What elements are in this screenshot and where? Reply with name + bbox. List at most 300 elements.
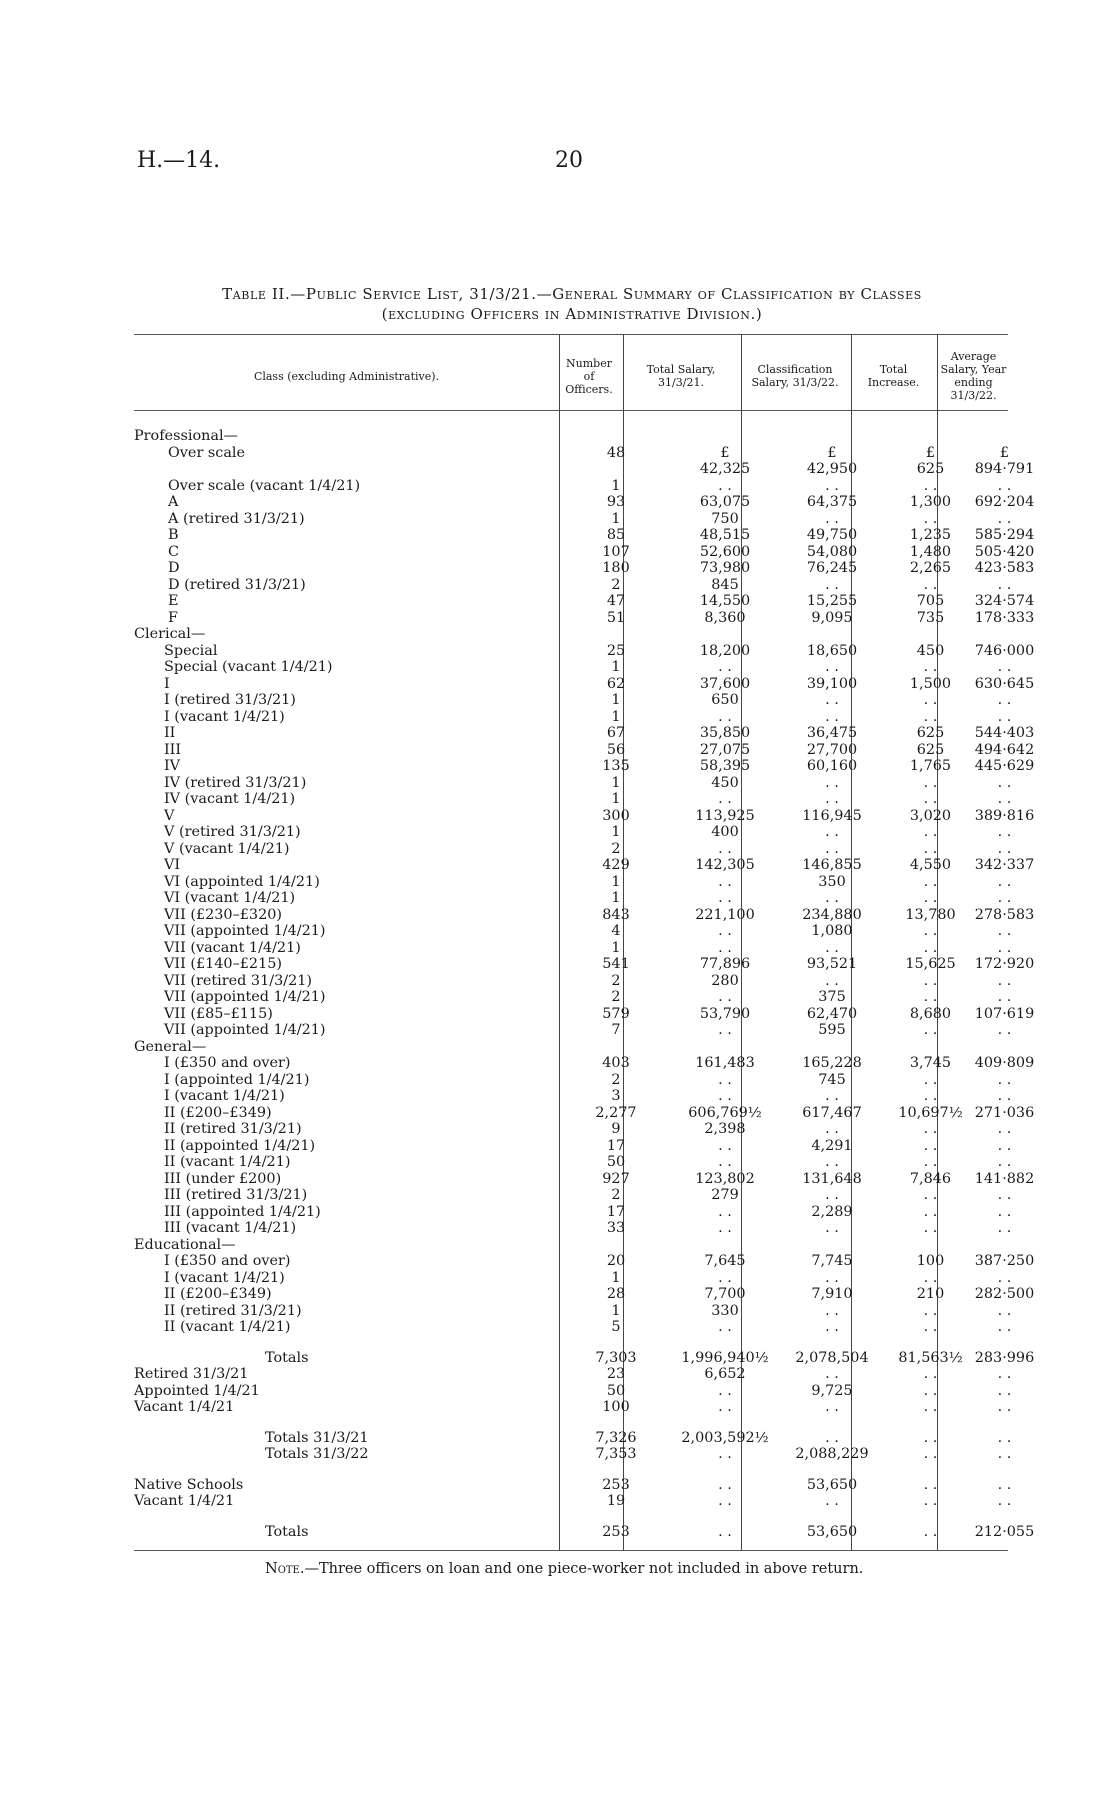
- class-label-text: VI (vacant 1/4/21): [164, 890, 296, 906]
- table-row: [134, 1366, 1035, 1383]
- total-increase: . .: [923, 972, 938, 989]
- officer-count: 1: [611, 659, 621, 675]
- average-salary: 630·645: [974, 675, 1035, 692]
- classification-salary: 9,095: [811, 609, 853, 626]
- table-row: [134, 1446, 1035, 1463]
- officer-count: 48: [606, 444, 626, 461]
- class-label: [134, 1350, 559, 1367]
- classification-salary: . .: [825, 1302, 839, 1319]
- class-label-text: D: [168, 560, 180, 576]
- total-salary: 8,360: [704, 609, 746, 626]
- total-increase: 1,300: [909, 494, 952, 510]
- average-salary: 746·000: [974, 642, 1035, 659]
- page-number: 20: [555, 148, 583, 173]
- class-label-text: V (vacant 1/4/21): [164, 840, 290, 857]
- total-increase: 3,020: [909, 807, 952, 824]
- class-label: [134, 544, 559, 561]
- average-salary: 141·882: [974, 1170, 1035, 1187]
- class-label: [134, 1088, 559, 1105]
- total-increase: 7,846: [909, 1170, 952, 1187]
- officer-count: 2: [611, 989, 621, 1005]
- table-row: [134, 1088, 1035, 1105]
- table-row: [134, 1319, 1035, 1336]
- total-salary: . .: [718, 1319, 732, 1335]
- row-spacer: [134, 1416, 1035, 1430]
- table-row: [134, 1039, 1035, 1056]
- table-row: [134, 1171, 1035, 1188]
- total-salary: . .: [718, 659, 732, 675]
- average-salary: . .: [997, 923, 1012, 939]
- average-salary: 283·996: [974, 1349, 1035, 1366]
- average-salary: 212·055: [974, 1523, 1035, 1540]
- total-salary: 330: [711, 1302, 739, 1319]
- total-salary: . .: [718, 1154, 732, 1170]
- table-row: [134, 692, 1035, 709]
- total-salary: 7,700: [704, 1286, 746, 1302]
- average-salary: . .: [997, 708, 1012, 725]
- officer-count: 93: [606, 494, 626, 510]
- average-salary: . .: [997, 873, 1012, 890]
- total-increase: 100: [916, 1253, 945, 1269]
- total-increase: . .: [923, 1382, 938, 1399]
- footnote: [265, 1561, 863, 1577]
- class-label: [134, 1204, 559, 1221]
- total-increase: 13,780: [905, 906, 956, 923]
- class-label: [134, 1138, 559, 1155]
- class-label: [134, 610, 559, 627]
- table-row: [134, 1121, 1035, 1138]
- total-salary: [673, 428, 777, 445]
- total-increase: . .: [923, 1269, 938, 1286]
- class-label: [134, 1121, 559, 1138]
- average-salary: 324·574: [974, 593, 1035, 609]
- officer-count: 3: [611, 1088, 621, 1104]
- classification-salary: 15,255: [806, 593, 858, 609]
- officer-count: 2: [611, 972, 621, 989]
- total-salary: 27,075: [699, 741, 751, 758]
- total-salary: 280: [711, 972, 739, 989]
- table-row: [134, 1055, 1035, 1072]
- class-label-text: Native Schools: [134, 1476, 244, 1493]
- classification-salary: . .: [825, 477, 839, 494]
- class-label: [134, 527, 559, 544]
- average-salary: . .: [997, 1302, 1012, 1319]
- class-label-text: Over scale: [168, 444, 246, 461]
- total-salary: . .: [718, 1022, 732, 1038]
- total-salary: 63,075: [699, 494, 751, 510]
- officer-count: 180: [602, 560, 630, 576]
- classification-salary: 9,725: [811, 1382, 853, 1399]
- table-row: [134, 428, 1035, 445]
- average-salary: . .: [997, 1493, 1012, 1509]
- table-row: [134, 1286, 1035, 1303]
- classification-salary: 4,291: [811, 1137, 853, 1154]
- classification-salary: . .: [825, 659, 839, 675]
- total-salary: 2,398: [704, 1121, 746, 1137]
- class-label-text: III (under £200): [164, 1170, 282, 1187]
- class-label-text: Appointed 1/4/21: [134, 1382, 260, 1399]
- average-salary: . .: [997, 1476, 1012, 1493]
- total-increase: [887, 626, 974, 643]
- officer-count: 927: [602, 1170, 630, 1187]
- average-salary: 389·816: [974, 807, 1035, 824]
- table-title-line1: Table II.—Public Service List, 31/3/21.—General Summary of Classification by Classes: [222, 285, 922, 303]
- total-increase: . .: [923, 923, 938, 939]
- table-row: [134, 1493, 1035, 1510]
- table-row: [134, 1270, 1035, 1287]
- table-row: [134, 527, 1035, 544]
- class-label-text: Over scale (vacant 1/4/21): [168, 477, 361, 494]
- total-increase: 735: [916, 609, 945, 626]
- total-increase: 10,697½: [898, 1104, 963, 1121]
- class-label: [134, 973, 559, 990]
- average-salary: . .: [997, 576, 1012, 593]
- total-increase: . .: [923, 510, 938, 527]
- total-salary: . .: [718, 1493, 732, 1509]
- class-label-text: VII (vacant 1/4/21): [164, 939, 301, 956]
- officer-count: 19: [606, 1493, 626, 1509]
- total-salary: 221,100: [695, 906, 755, 923]
- average-salary: 107·619: [974, 1005, 1035, 1022]
- classification-salary: . .: [825, 692, 839, 708]
- classification-salary: 1,080: [811, 923, 853, 939]
- average-salary: . .: [997, 1121, 1012, 1137]
- table-row: [134, 1463, 1035, 1477]
- classification-salary: 375: [818, 989, 846, 1005]
- total-increase: . .: [923, 1071, 938, 1088]
- classification-salary: . .: [825, 890, 839, 906]
- class-label-text: VII (appointed 1/4/21): [164, 989, 326, 1005]
- class-label: [134, 1253, 559, 1270]
- classification-salary: . .: [825, 1269, 839, 1286]
- top-rule: [134, 334, 1008, 335]
- total-salary: 1,996,940½: [681, 1349, 769, 1366]
- officer-count: 843: [602, 906, 630, 923]
- class-label-text: III: [164, 741, 182, 758]
- total-increase: . .: [923, 1366, 938, 1382]
- average-salary: . .: [997, 1446, 1012, 1462]
- table-row: [134, 1336, 1035, 1350]
- class-label-text: II (£200–£349): [164, 1104, 272, 1121]
- total-increase: . .: [923, 989, 938, 1005]
- classification-salary: . .: [825, 510, 839, 527]
- total-salary: . .: [718, 840, 732, 857]
- class-label-text: V: [164, 807, 175, 824]
- officer-count: 25: [606, 642, 626, 659]
- officer-count: 17: [606, 1203, 626, 1220]
- officer-count: 2,277: [595, 1104, 637, 1121]
- total-salary: 77,896: [699, 956, 751, 972]
- table-row: [134, 1524, 1035, 1541]
- total-salary: [673, 626, 777, 643]
- class-label-text: VII (retired 31/3/21): [164, 972, 313, 989]
- classification-salary: . .: [825, 1121, 839, 1137]
- classification-salary: . .: [825, 824, 839, 840]
- class-label: [134, 1220, 559, 1237]
- table-row: [134, 841, 1035, 858]
- table-row: [134, 577, 1035, 594]
- class-label: [134, 643, 559, 660]
- table-row: [134, 791, 1035, 808]
- average-salary: 505·420: [974, 543, 1035, 560]
- average-salary: . .: [997, 692, 1012, 708]
- total-salary: . .: [718, 1382, 732, 1399]
- col-header-classification-salary: Classification Salary, 31/3/22.: [751, 363, 839, 389]
- average-salary: . .: [997, 1382, 1012, 1399]
- officer-count: 253: [602, 1523, 630, 1540]
- document-id: H.—14.: [137, 148, 221, 173]
- class-label-text: I (£350 and over): [164, 1055, 291, 1071]
- class-label-text: I (appointed 1/4/21): [164, 1071, 310, 1088]
- table-row: [134, 511, 1035, 528]
- average-salary: . .: [997, 972, 1012, 989]
- officer-count: 23: [606, 1366, 626, 1382]
- table-row: [134, 593, 1035, 610]
- table-row: [134, 824, 1035, 841]
- class-label: [134, 659, 559, 676]
- total-increase: 1,765: [909, 758, 952, 774]
- average-salary: . .: [997, 1399, 1012, 1415]
- classification-salary: 2,088,229: [795, 1446, 869, 1462]
- average-salary: 271·036: [974, 1104, 1035, 1121]
- table-row: [134, 1399, 1035, 1416]
- class-label: [134, 874, 559, 891]
- class-label-text: VII (£230–£320): [164, 906, 283, 923]
- classification-salary: 93,521: [806, 956, 858, 972]
- table-row: [134, 1430, 1035, 1447]
- classification-salary: 131,648: [802, 1170, 862, 1187]
- total-increase: . .: [923, 1220, 938, 1236]
- table-row: [134, 1154, 1035, 1171]
- officer-count: [559, 626, 673, 643]
- total-increase: 625: [916, 461, 945, 477]
- table-row: [134, 940, 1035, 957]
- class-label: [134, 1105, 559, 1122]
- total-increase: . .: [923, 1137, 938, 1154]
- classification-salary: 595: [818, 1022, 846, 1038]
- officer-count: 50: [606, 1382, 626, 1399]
- total-salary: . .: [718, 923, 732, 939]
- total-salary: 450: [711, 774, 739, 791]
- average-salary: . .: [997, 1203, 1012, 1220]
- class-label: [134, 1383, 559, 1400]
- class-label-text: I (retired 31/3/21): [164, 692, 296, 708]
- officer-count: 5: [611, 1319, 621, 1335]
- class-label-text: II (£200–£349): [164, 1286, 272, 1302]
- table-row: [134, 874, 1035, 891]
- class-label: [134, 923, 559, 940]
- total-increase: 705: [916, 593, 945, 609]
- table-row: [134, 461, 1035, 478]
- class-label: [134, 940, 559, 957]
- total-salary: 73,980: [699, 560, 751, 576]
- total-increase: . .: [923, 1022, 938, 1038]
- classification-salary: 116,945: [802, 807, 862, 824]
- officer-count: 7,303: [595, 1349, 637, 1366]
- average-salary: . .: [997, 1022, 1012, 1038]
- table-row: [134, 890, 1035, 907]
- average-salary: . .: [997, 1366, 1012, 1382]
- class-label-text: C: [168, 543, 180, 560]
- average-salary: 692·204: [974, 494, 1035, 510]
- table-row: [134, 676, 1035, 693]
- class-label-text: Vacant 1/4/21: [134, 1399, 235, 1415]
- bottom-rule: [134, 1550, 1008, 1551]
- total-increase: . .: [923, 659, 938, 675]
- class-label: [134, 956, 559, 973]
- col-header-total-increase: Total Increase.: [867, 363, 920, 389]
- total-salary: [673, 1039, 777, 1056]
- classification-salary: . .: [825, 1220, 839, 1236]
- table-row: [134, 1204, 1035, 1221]
- class-label-text: II (retired 31/3/21): [164, 1302, 302, 1319]
- officer-count: 56: [606, 741, 626, 758]
- class-label-text: Clerical—: [134, 626, 206, 642]
- total-increase: . .: [923, 1302, 938, 1319]
- officer-count: 9: [611, 1121, 621, 1137]
- class-label: [134, 1237, 559, 1254]
- average-salary: 278·583: [974, 906, 1035, 923]
- class-label: [134, 1366, 559, 1383]
- total-increase: . .: [923, 1187, 938, 1203]
- total-salary: [673, 1237, 777, 1254]
- average-salary: 544·403: [974, 725, 1035, 741]
- table-row: [134, 659, 1035, 676]
- officer-count: 1: [611, 477, 621, 494]
- class-label: [134, 725, 559, 742]
- total-increase: . .: [923, 1446, 938, 1462]
- class-label: [134, 577, 559, 594]
- class-label-text: IV (retired 31/3/21): [164, 774, 307, 791]
- total-salary: 42,325: [699, 461, 751, 477]
- officer-count: 1: [611, 774, 621, 791]
- classification-salary: 18,650: [806, 642, 858, 659]
- class-label: [134, 1154, 559, 1171]
- class-label-text: VI: [164, 857, 181, 873]
- average-salary: 494·642: [974, 741, 1035, 758]
- table-row: [134, 907, 1035, 924]
- class-label: [134, 1055, 559, 1072]
- class-label-text: II (vacant 1/4/21): [164, 1154, 291, 1170]
- average-salary: . .: [997, 1071, 1012, 1088]
- total-increase: . .: [923, 1088, 938, 1104]
- total-salary: 650: [711, 692, 739, 708]
- class-label: [134, 593, 559, 610]
- officer-count: [559, 428, 673, 445]
- officer-count: 100: [602, 1399, 630, 1415]
- class-label-text: Totals 31/3/22: [265, 1446, 369, 1462]
- total-increase: . .: [923, 1319, 938, 1335]
- average-salary: . .: [997, 824, 1012, 840]
- officer-count: 1: [611, 824, 621, 840]
- officer-count: 17: [606, 1137, 626, 1154]
- total-increase: . .: [923, 791, 938, 807]
- total-increase: 3,745: [909, 1055, 952, 1071]
- officer-count: 2: [611, 840, 621, 857]
- class-label: [134, 791, 559, 808]
- table-row: [134, 544, 1035, 561]
- average-salary: . .: [997, 1154, 1012, 1170]
- class-label-text: General—: [134, 1038, 207, 1055]
- officer-count: 20: [606, 1253, 626, 1269]
- table-title-line2: (excluding Officers in Administrative Division.): [381, 305, 763, 323]
- officer-count: 7,326: [595, 1429, 637, 1446]
- total-increase: 8,680: [909, 1005, 952, 1022]
- classification-salary: 2,289: [811, 1203, 853, 1220]
- total-increase: [887, 1039, 974, 1056]
- classification-salary: 53,650: [806, 1523, 858, 1540]
- classification-salary: 146,855: [802, 857, 862, 873]
- officer-count: 300: [602, 807, 630, 824]
- total-increase: . .: [923, 1203, 938, 1220]
- total-increase: . .: [923, 824, 938, 840]
- average-salary: 423·583: [974, 560, 1035, 576]
- class-label-text: VII (£85–£115): [164, 1005, 273, 1022]
- table-row: [134, 1303, 1035, 1320]
- total-increase: . .: [923, 774, 938, 791]
- table-row: [134, 1383, 1035, 1400]
- class-label-text: I (vacant 1/4/21): [164, 1269, 285, 1286]
- class-label: [134, 742, 559, 759]
- class-label-text: III (retired 31/3/21): [164, 1187, 308, 1203]
- classification-salary: [777, 1237, 887, 1254]
- total-salary: . .: [718, 989, 732, 1005]
- class-label-text: B: [168, 527, 179, 543]
- officer-count: 51: [606, 609, 626, 626]
- total-increase: . .: [923, 1121, 938, 1137]
- total-increase: 1,235: [909, 527, 952, 543]
- classification-salary: [777, 1039, 887, 1056]
- total-salary: . .: [718, 477, 732, 494]
- class-label-text: I: [164, 675, 170, 692]
- classification-salary: 76,245: [806, 560, 858, 576]
- total-increase: [887, 1237, 974, 1254]
- classification-salary: . .: [825, 1154, 839, 1170]
- row-spacer: [134, 1510, 1035, 1524]
- officer-count: 135: [602, 758, 630, 774]
- class-label-text: E: [168, 593, 179, 609]
- class-label-text: A (retired 31/3/21): [168, 510, 305, 527]
- total-increase: . .: [923, 477, 938, 494]
- table-row: [134, 1477, 1035, 1494]
- classification-salary: 2,078,504: [795, 1349, 869, 1366]
- class-label-text: Special (vacant 1/4/21): [164, 659, 333, 675]
- average-salary: £: [999, 444, 1010, 461]
- officer-count: 2: [611, 1187, 621, 1203]
- class-label-text: III (appointed 1/4/21): [164, 1203, 321, 1220]
- class-label: [134, 758, 559, 775]
- class-label: [134, 1319, 559, 1336]
- table-row: [134, 973, 1035, 990]
- total-increase: £: [925, 444, 936, 461]
- average-salary: . .: [997, 510, 1012, 527]
- class-label: [134, 1072, 559, 1089]
- total-increase: . .: [923, 873, 938, 890]
- officer-count: 4: [611, 923, 621, 939]
- officer-count: 2: [611, 1071, 621, 1088]
- average-salary: . .: [997, 1137, 1012, 1154]
- table-row: [134, 1187, 1035, 1204]
- class-label-text: Educational—: [134, 1236, 236, 1253]
- total-increase: 450: [916, 642, 945, 659]
- classification-salary: 64,375: [806, 494, 858, 510]
- table-row: [134, 643, 1035, 660]
- average-salary: [974, 428, 1035, 445]
- average-salary: . .: [997, 1429, 1012, 1446]
- average-salary: 178·333: [974, 609, 1035, 626]
- total-salary: 750: [711, 510, 739, 527]
- classification-table: [134, 428, 1035, 1540]
